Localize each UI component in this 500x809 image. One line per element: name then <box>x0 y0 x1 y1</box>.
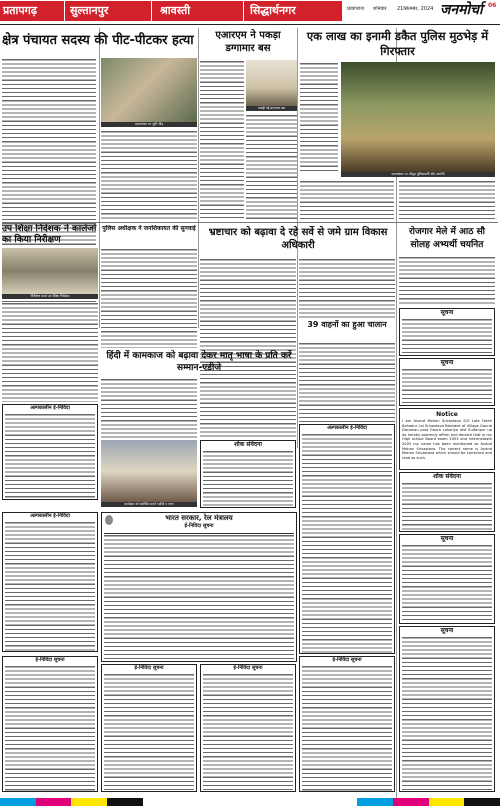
nivida-bottom-mid2: ई-निविदा सूचना <box>200 664 296 792</box>
jobs-text <box>399 256 495 306</box>
page-number: 06 <box>488 2 497 9</box>
honour-photo <box>101 440 197 502</box>
notice-suchna-bottom: सूचना <box>399 626 495 792</box>
inspection-text <box>2 302 98 402</box>
notice-english-title: Notice <box>436 411 458 418</box>
inspection-photo <box>2 248 98 294</box>
bus-col-text-2 <box>246 114 297 220</box>
youth-text <box>299 342 395 422</box>
notice-shok-mid: शोक संवेदना <box>200 440 296 508</box>
nivida-mid: अल्पकालीन ई-निविदा <box>299 424 395 654</box>
notice-english-text: I am Anand Mohan Srivastava S/O Late Fateh Bahadur Lal Srivastava Resident of Village Gauria Daramau post Gaura Lohariya dist Sultanpur up do hereby solemnly affirm and declare that in my High school Board exam 2003 and intermediate 2005 my name has been mentioned as Anand Mohan Srivastava. The correct name is Anand Mohan Srivastava which should be corrected and read as such. <box>402 419 492 460</box>
headline-dacoit: एक लाख का इनामी डकैत पुलिस मुठभेड़ में गिरफ्तार <box>306 29 489 58</box>
headline-police: पुलिस अधीक्षक ने जनशिकायत की सुनवाई <box>102 225 196 232</box>
nivida-left-2: अल्पकालीन ई-निविदा <box>2 512 98 652</box>
edition-city: प्रयागराज <box>347 6 364 12</box>
district-tab-shravasti: श्रावस्ती <box>160 4 191 17</box>
headline-honour: हिंदी में कामकाज को बढ़ावा देकर मातृ भाषा के प्रति करें सम्मान-एडीजे <box>106 351 292 373</box>
nivida-bottom-right: ई-निविदा सूचना <box>299 656 395 792</box>
headline-youth: 39 वाहनों का हुआ चालान <box>307 320 387 329</box>
rail-emblem <box>105 515 113 525</box>
rail-tender <box>101 512 297 662</box>
headline-main: क्षेत्र पंचायत सदस्य की पीट-पीटकर हत्या <box>2 33 194 48</box>
notice-shok <box>399 472 495 532</box>
edition-date: 21सितम्बर, 2024 <box>397 6 434 12</box>
police-text <box>101 248 197 348</box>
main-photo-caption: घटनास्थल पर जुटी भीड़ <box>101 122 197 127</box>
notice-suchna-3: सूचना <box>399 534 495 624</box>
main-photo <box>101 58 197 122</box>
dacoit-text-b <box>399 180 495 220</box>
dacoit-photo <box>341 62 495 172</box>
paper-logo: जनमोर्चा <box>440 2 483 18</box>
headline-corruption: भ्रष्टाचार को बढ़ावा दे रहे सर्वे से जमे ग्राम विकास अधिकारी <box>208 227 388 251</box>
masthead <box>0 0 500 26</box>
notice-suchna-title: सूचना <box>440 309 454 316</box>
bus-photo-caption: पकड़ी गई डग्गामार बस <box>246 106 297 111</box>
dacoit-col1-text <box>300 62 338 172</box>
notice-suchna-2: सूचना <box>399 358 495 406</box>
district-tab-sultanpur: सुल्तानपुर <box>70 4 109 17</box>
dacoit-text-a <box>300 180 394 220</box>
rail-subtitle: ई-निविदा सूचना <box>184 523 214 529</box>
honour-photo-caption: कार्यक्रम को संबोधित करते एडीजे व अन्य <box>101 502 197 507</box>
honour-text-a <box>101 378 197 438</box>
notice-english <box>399 408 495 470</box>
edition-day: शनिवार <box>373 6 387 12</box>
headline-inspection: उप शिक्षा निदेशक ने कालेजों का किया निरीक्षण <box>2 224 97 245</box>
rail-title: भारत सरकार, रेल मंत्रालय <box>165 514 233 522</box>
nivida-bottom-left: ई-निविदा सूचना <box>2 656 98 792</box>
district-tab-siddharthnagar: सिद्धार्थनगर <box>250 4 296 17</box>
color-registration-bar <box>0 798 500 806</box>
dacoit-photo-caption: घटनास्थल पर मौजूद पुलिसकर्मी और आरोपी <box>341 172 495 177</box>
nivida-left-1: अल्पकालीन ई-निविदा <box>2 404 98 500</box>
district-bar <box>0 1 342 21</box>
inspection-photo-caption: निरीक्षण करते उप शिक्षा निदेशक <box>2 294 98 299</box>
notice-shok-title: शोक संवेदना <box>433 473 461 480</box>
headline-jobs: रोजगार मेले में आठ सौ सोलह अभ्यर्थी चयनित <box>408 227 485 250</box>
rail-table <box>104 533 294 659</box>
corruption-text-a <box>200 258 296 438</box>
bus-photo <box>246 60 297 106</box>
main-col3-text <box>150 130 197 220</box>
district-tab-pratapgarh: प्रतापगढ़ <box>3 4 38 17</box>
notice-suchna-1 <box>399 308 495 356</box>
nivida-bottom-mid: ई-निविदा सूचना <box>101 664 197 792</box>
corruption-text-b <box>299 258 395 318</box>
bus-col-text <box>200 60 244 220</box>
headline-bus: एआरएम ने पकड़ा डग्गामार बस <box>215 30 281 54</box>
